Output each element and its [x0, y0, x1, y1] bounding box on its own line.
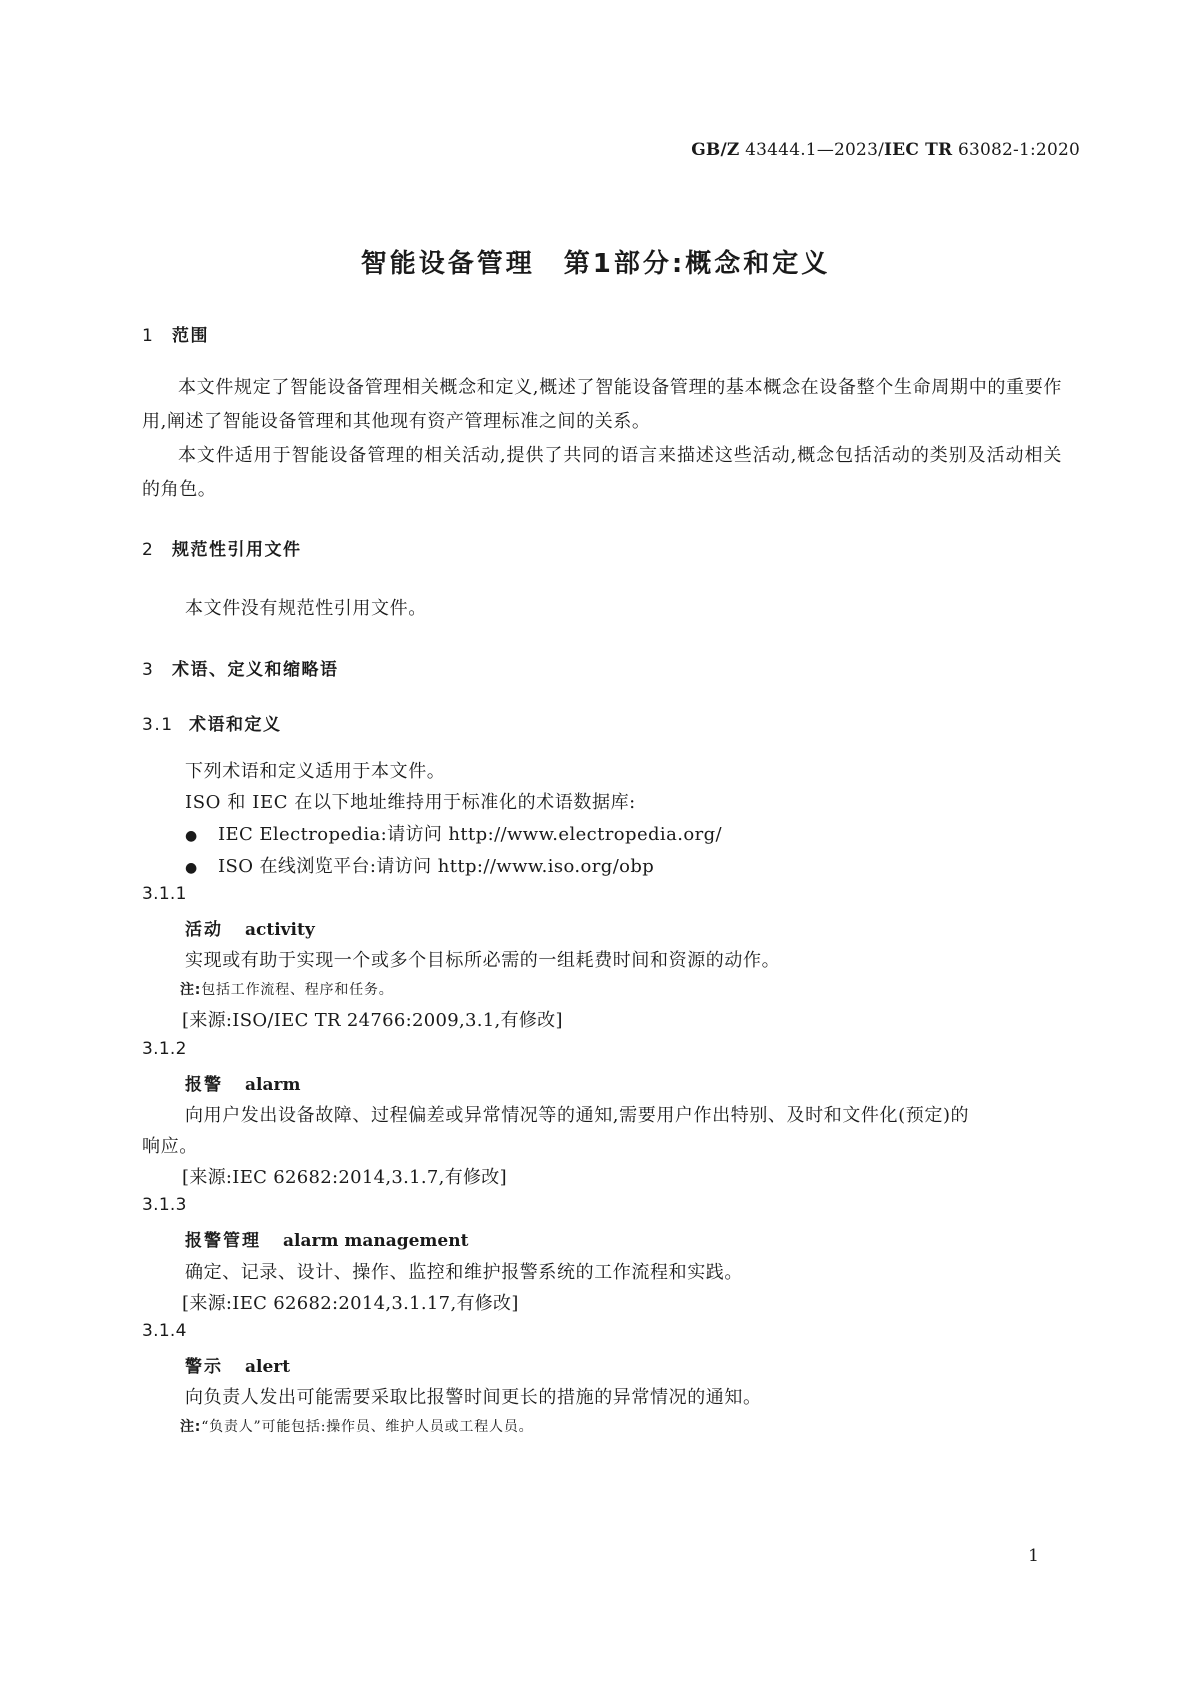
paragraph: 本文件没有规范性引用文件。 — [185, 598, 427, 619]
paragraph: 本文件适用于智能设备管理的相关活动,提供了共同的语言来描述这些活动,概念包括活动的类别及活动相关的角色。 — [142, 445, 1062, 500]
list-item: ● IEC Electropedia:请访问 http://www.electropedia.org/ — [185, 824, 722, 845]
term-clause-number: 3.1.1 — [142, 884, 187, 904]
section-heading-2: 2 规范性引用文件 — [142, 540, 302, 560]
term-definition-continued: 响应。 — [142, 1136, 198, 1157]
bullet-icon: ● — [185, 828, 198, 844]
term-note: 注:“负责人”可能包括:操作员、维护人员或工程人员。 — [180, 1419, 534, 1435]
term-source: [来源:IEC 62682:2014,3.1.17,有修改] — [182, 1293, 519, 1314]
paragraph: 下列术语和定义适用于本文件。 — [185, 761, 446, 782]
page-number: 1 — [1028, 1546, 1039, 1566]
term-definition: 确定、记录、设计、操作、监控和维护报警系统的工作流程和实践。 — [185, 1262, 743, 1283]
term-heading: 报警管理 alarm management — [185, 1231, 469, 1251]
term-source: [来源:ISO/IEC TR 24766:2009,3.1,有修改] — [182, 1010, 563, 1031]
term-note: 注:包括工作流程、程序和任务。 — [180, 982, 394, 998]
section-1-body — [142, 371, 1062, 507]
term-heading: 活动 activity — [185, 920, 315, 940]
section-heading-3-1: 3.1 术语和定义 — [142, 715, 282, 735]
term-clause-number: 3.1.2 — [142, 1039, 187, 1059]
section-heading-1: 1 范围 — [142, 326, 209, 346]
document-code: GB/Z 43444.1—2023/IEC TR 63082-1:2020 — [691, 140, 1080, 160]
term-source: [来源:IEC 62682:2014,3.1.7,有修改] — [182, 1167, 507, 1188]
bullet-icon: ● — [185, 860, 198, 876]
term-definition: 向用户发出设备故障、过程偏差或异常情况等的通知,需要用户作出特别、及时和文件化(预定)的 — [185, 1105, 970, 1126]
paragraph: ISO 和 IEC 在以下地址维持用于标准化的术语数据库: — [185, 792, 636, 813]
paragraph: 本文件规定了智能设备管理相关概念和定义,概述了智能设备管理的基本概念在设备整个生命周期中的重要作用,阐述了智能设备管理和其他现有资产管理标准之间的关系。 — [142, 377, 1062, 432]
term-clause-number: 3.1.4 — [142, 1321, 187, 1341]
section-heading-3: 3 术语、定义和缩略语 — [142, 660, 339, 680]
list-item: ● ISO 在线浏览平台:请访问 http://www.iso.org/obp — [185, 856, 655, 877]
page-title: 智能设备管理 第1部分:概念和定义 — [360, 249, 831, 279]
term-heading: 报警 alarm — [185, 1075, 301, 1095]
term-definition: 实现或有助于实现一个或多个目标所必需的一组耗费时间和资源的动作。 — [185, 950, 781, 971]
term-clause-number: 3.1.3 — [142, 1195, 187, 1215]
term-definition: 向负责人发出可能需要采取比报警时间更长的措施的异常情况的通知。 — [185, 1387, 762, 1408]
term-heading: 警示 alert — [185, 1357, 291, 1377]
